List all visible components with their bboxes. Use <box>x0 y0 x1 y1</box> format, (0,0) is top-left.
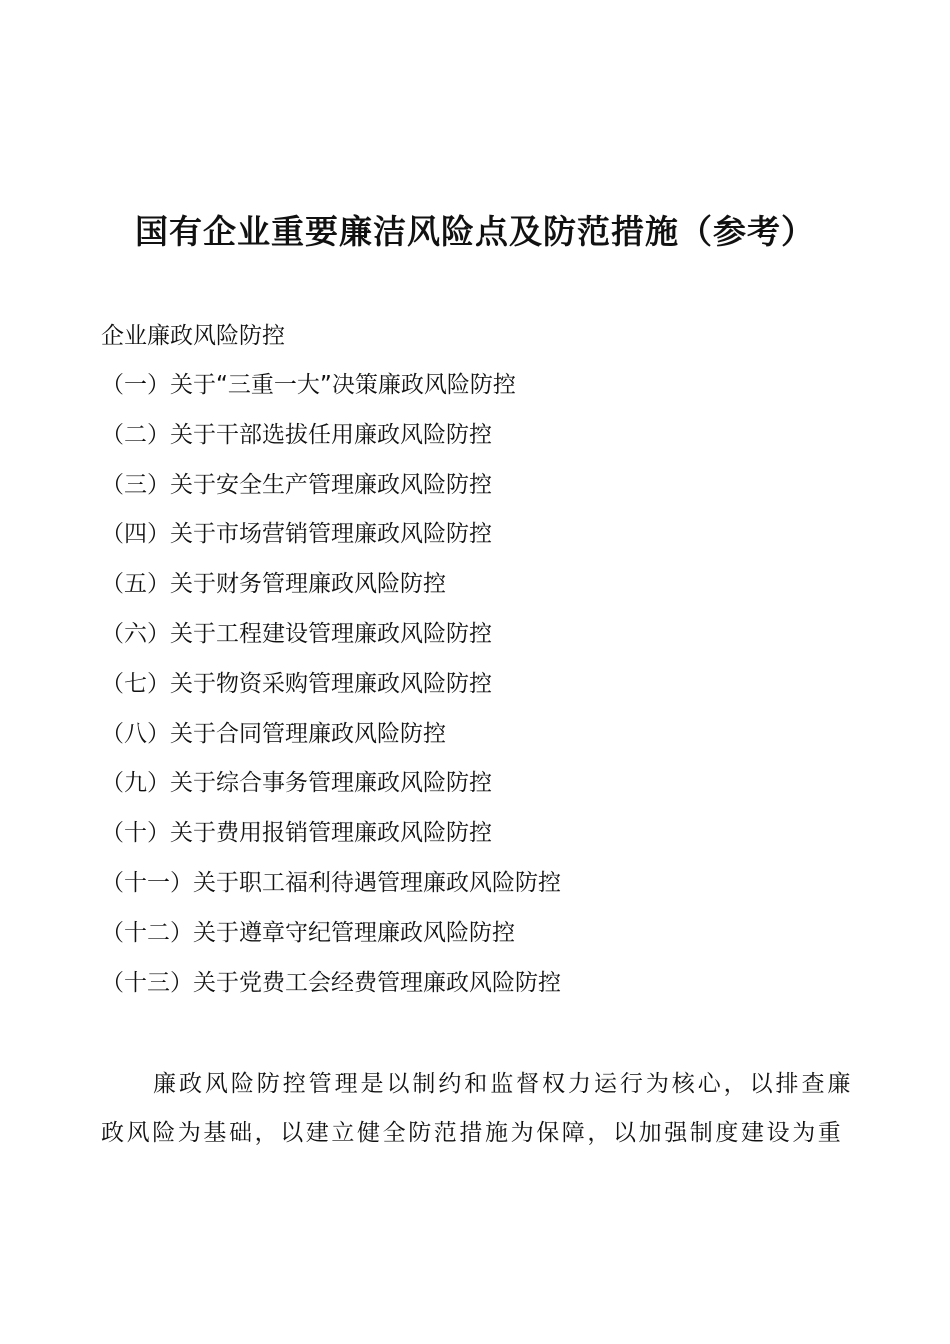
list-item: （十）关于费用报销管理廉政风险防控 <box>101 820 492 847</box>
list-item: （五）关于财务管理廉政风险防控 <box>101 571 446 598</box>
list-item: （六）关于工程建设管理廉政风险防控 <box>101 620 492 647</box>
list-item: （二）关于干部选拔任用廉政风险防控 <box>101 421 492 448</box>
risk-category-list <box>101 365 561 1012</box>
list-item: （四）关于市场营销管理廉政风险防控 <box>101 521 492 548</box>
list-item: （三）关于安全生产管理廉政风险防控 <box>101 471 492 498</box>
section-heading: 企业廉政风险防控 <box>101 323 285 349</box>
list-item: （七）关于物资采购管理廉政风险防控 <box>101 670 492 697</box>
list-item: （八）关于合同管理廉政风险防控 <box>101 720 446 747</box>
list-item: （十三）关于党费工会经费管理廉政风险防控 <box>101 969 561 996</box>
list-item: （十二）关于遵章守纪管理廉政风险防控 <box>101 919 515 946</box>
document-title: 国有企业重要廉洁风险点及防范措施（参考） <box>135 212 815 251</box>
list-item: （九）关于综合事务管理廉政风险防控 <box>101 770 492 797</box>
list-item: （一）关于“三重一大”决策廉政风险防控 <box>101 372 516 398</box>
list-item: （十一）关于职工福利待遇管理廉政风险防控 <box>101 869 561 896</box>
body-paragraph: 廉政风险防控管理是以制约和监督权力运行为核心，以排查廉政风险为基础，以建立健全防范措施为保障，以加强制度建设为重 <box>101 1071 853 1146</box>
